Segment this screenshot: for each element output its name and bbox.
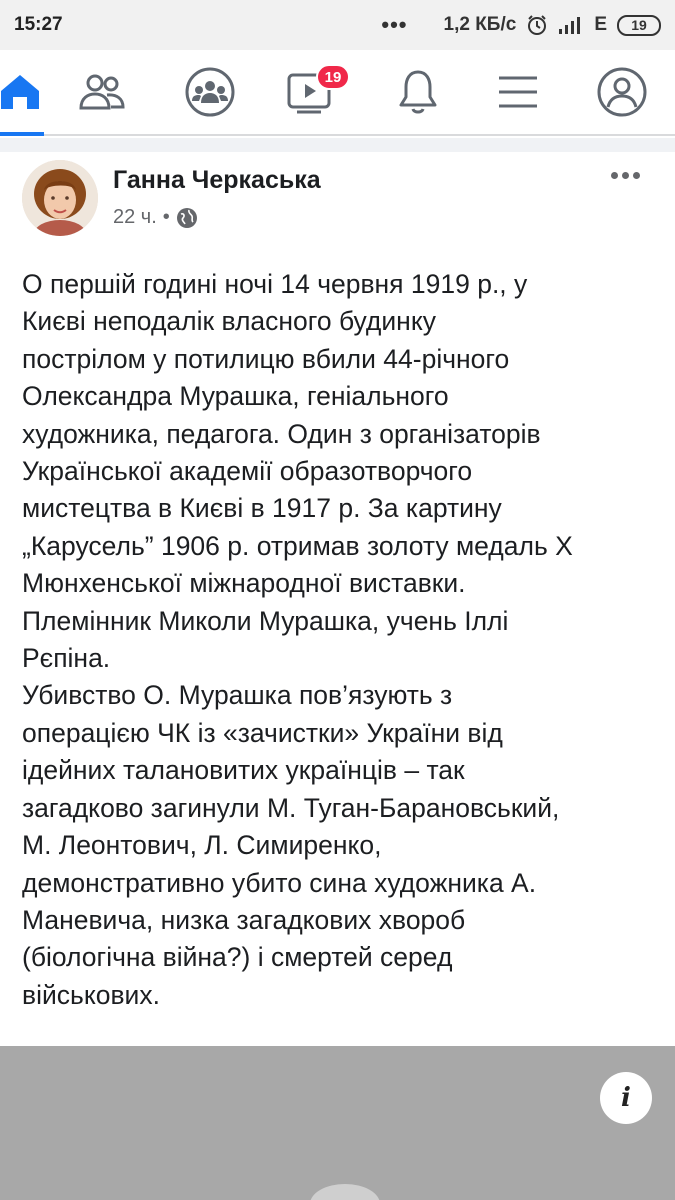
more-dot — [611, 172, 618, 179]
nav-friends[interactable] — [62, 50, 142, 134]
avatar[interactable] — [22, 160, 98, 236]
nav-watch[interactable] — [270, 50, 350, 134]
menu-icon — [495, 72, 541, 112]
avatar-photo — [22, 160, 98, 236]
network-type: E — [594, 14, 607, 35]
battery-icon: 19 — [617, 15, 661, 36]
nav-menu[interactable] — [478, 50, 558, 134]
bell-icon — [395, 67, 441, 117]
author-name[interactable]: Ганна Черкаська — [113, 166, 321, 194]
network-speed: 1,2 КБ/с — [443, 14, 517, 35]
signal-icon — [558, 15, 584, 35]
groups-icon — [184, 66, 236, 118]
post-separator — [0, 138, 675, 152]
status-indicators — [381, 14, 661, 36]
post-image[interactable] — [0, 1046, 675, 1200]
status-time: 15:27 — [14, 14, 63, 35]
alarm-icon — [526, 14, 548, 36]
notification-dots-icon: ••• — [381, 12, 408, 37]
watch-badge: 19 — [316, 64, 350, 90]
status-bar — [0, 0, 675, 50]
info-button[interactable]: i — [600, 1072, 652, 1124]
friends-icon — [77, 70, 127, 114]
post-text: О першій годині ночі 14 червня 1919 р., у Києві неподалік власного будинку пострілом у потилицю вбили 44-річного Олександра Мурашка, геніального художника, педагога. Один з організаторів Української академії образотворчого мистецтва в Києві в 1917 р. За картину „Карусель” 1906 р. отримав золоту медаль Х Мюнхенської міжнародної виставки. Племінник Миколи Мурашка, учень Іллі Рєпіна. Убивство О. Мурашка пов’язують з операцією ЧК із «зачистки» України від ідейних талановитих українців – так загадково загинули М. Туган-Барановський, М. Леонтович, Л. Симиренко, демонстративно убито сина художника А. Маневича, низка загадкових хвороб (біологічна війна?) і смертей серед військових. — [22, 269, 573, 1010]
active-tab-indicator — [0, 132, 44, 136]
nav-groups[interactable] — [170, 50, 250, 134]
nav-profile[interactable] — [582, 50, 662, 134]
nav-home[interactable] — [0, 50, 60, 134]
meta-separator: • — [162, 206, 170, 228]
nav-notifications[interactable] — [378, 50, 458, 134]
post-options-button[interactable] — [605, 162, 645, 188]
post-time[interactable]: 22 ч. — [113, 206, 157, 228]
feed-post — [0, 138, 675, 1046]
post-meta — [113, 206, 198, 229]
globe-icon — [176, 207, 198, 229]
home-icon — [0, 69, 43, 115]
more-dot — [622, 172, 629, 179]
more-dot — [633, 172, 640, 179]
image-content — [310, 1184, 380, 1200]
top-navigation — [0, 50, 675, 136]
profile-icon — [596, 66, 648, 118]
